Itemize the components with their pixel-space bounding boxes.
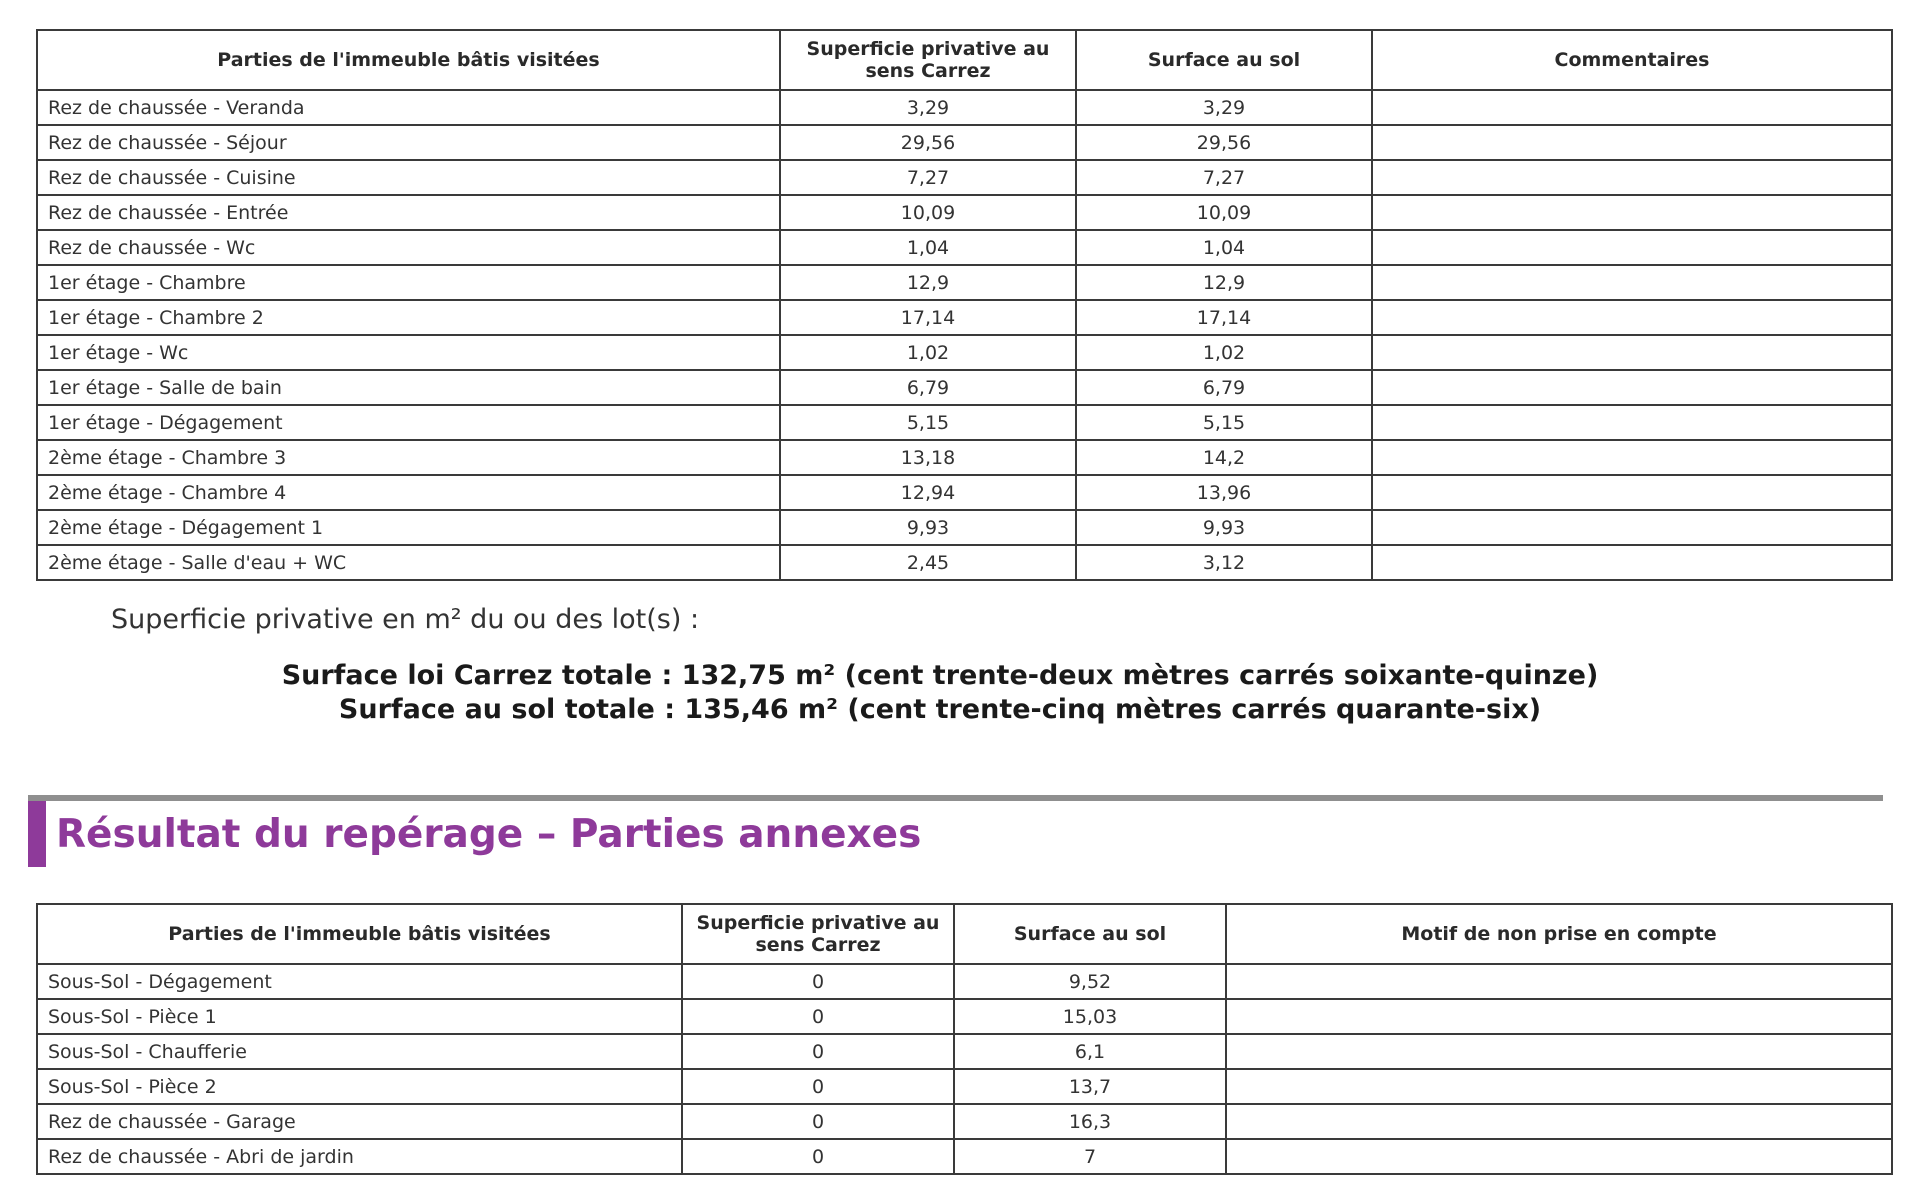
- header-motif: Motif de non prise en compte: [1226, 904, 1892, 964]
- cell-part: Rez de chaussée - Entrée: [37, 195, 780, 230]
- cell-sol: 17,14: [1076, 300, 1372, 335]
- header-part: Parties de l'immeuble bâtis visitées: [37, 904, 682, 964]
- cell-sol: 16,3: [954, 1104, 1226, 1139]
- total-carrez: Surface loi Carrez totale : 132,75 m² (cent trente-deux mètres carrés soixante-quinze): [281, 660, 1599, 691]
- cell-part: 1er étage - Wc: [37, 335, 780, 370]
- cell-comment: [1372, 405, 1892, 440]
- cell-sol: 6,79: [1076, 370, 1372, 405]
- cell-part: Rez de chaussée - Abri de jardin: [37, 1139, 682, 1174]
- main-surface-table: [36, 29, 1893, 581]
- total-sol: Surface au sol totale : 135,46 m² (cent trente-cinq mètres carrés quarante-six): [338, 694, 1542, 725]
- table-row: [37, 1104, 1892, 1139]
- cell-sol: 7: [954, 1139, 1226, 1174]
- header-carrez: Superficie privative au sens Carrez: [780, 30, 1076, 90]
- cell-carrez: 9,93: [780, 510, 1076, 545]
- cell-carrez: 12,9: [780, 265, 1076, 300]
- cell-sol: 10,09: [1076, 195, 1372, 230]
- header-sol: Surface au sol: [1076, 30, 1372, 90]
- cell-part: Sous-Sol - Dégagement: [37, 964, 682, 999]
- table-row: [37, 405, 1892, 440]
- cell-carrez: 0: [682, 999, 954, 1034]
- table-row: [37, 964, 1892, 999]
- cell-carrez: 6,79: [780, 370, 1076, 405]
- table-row: [37, 300, 1892, 335]
- cell-part: 1er étage - Chambre: [37, 265, 780, 300]
- table-row: [37, 230, 1892, 265]
- cell-motif: [1226, 999, 1892, 1034]
- cell-carrez: 0: [682, 1104, 954, 1139]
- cell-sol: 5,15: [1076, 405, 1372, 440]
- cell-sol: 13,96: [1076, 475, 1372, 510]
- table-row: [37, 475, 1892, 510]
- cell-sol: 15,03: [954, 999, 1226, 1034]
- cell-sol: 7,27: [1076, 160, 1372, 195]
- cell-comment: [1372, 90, 1892, 125]
- cell-carrez: 17,14: [780, 300, 1076, 335]
- cell-part: 1er étage - Chambre 2: [37, 300, 780, 335]
- cell-comment: [1372, 230, 1892, 265]
- table-row: [37, 1069, 1892, 1104]
- cell-comment: [1372, 300, 1892, 335]
- table-row: [37, 510, 1892, 545]
- table-row: [37, 370, 1892, 405]
- cell-sol: 9,52: [954, 964, 1226, 999]
- cell-part: Rez de chaussée - Garage: [37, 1104, 682, 1139]
- table-row: [37, 160, 1892, 195]
- table-header-row: [37, 30, 1892, 90]
- summary-intro: Superficie privative en m² du ou des lot(s) :: [111, 604, 700, 635]
- cell-comment: [1372, 265, 1892, 300]
- cell-carrez: 10,09: [780, 195, 1076, 230]
- cell-part: Sous-Sol - Pièce 2: [37, 1069, 682, 1104]
- table-row: [37, 195, 1892, 230]
- cell-sol: 1,04: [1076, 230, 1372, 265]
- cell-carrez: 3,29: [780, 90, 1076, 125]
- cell-part: 2ème étage - Dégagement 1: [37, 510, 780, 545]
- cell-part: Rez de chaussée - Veranda: [37, 90, 780, 125]
- cell-sol: 29,56: [1076, 125, 1372, 160]
- cell-comment: [1372, 370, 1892, 405]
- table-row: [37, 545, 1892, 580]
- table-row: [37, 335, 1892, 370]
- cell-part: Rez de chaussée - Cuisine: [37, 160, 780, 195]
- cell-carrez: 0: [682, 964, 954, 999]
- cell-comment: [1372, 440, 1892, 475]
- cell-sol: 6,1: [954, 1034, 1226, 1069]
- cell-part: 2ème étage - Salle d'eau + WC: [37, 545, 780, 580]
- cell-carrez: 1,04: [780, 230, 1076, 265]
- cell-motif: [1226, 1069, 1892, 1104]
- cell-carrez: 5,15: [780, 405, 1076, 440]
- cell-sol: 12,9: [1076, 265, 1372, 300]
- cell-comment: [1372, 160, 1892, 195]
- table-row: [37, 125, 1892, 160]
- section-title: Résultat du repérage – Parties annexes: [56, 812, 922, 857]
- cell-carrez: 2,45: [780, 545, 1076, 580]
- header-sol: Surface au sol: [954, 904, 1226, 964]
- section-divider: [28, 795, 1883, 801]
- cell-motif: [1226, 1139, 1892, 1174]
- cell-part: Rez de chaussée - Séjour: [37, 125, 780, 160]
- cell-part: 1er étage - Dégagement: [37, 405, 780, 440]
- cell-comment: [1372, 475, 1892, 510]
- cell-motif: [1226, 1034, 1892, 1069]
- cell-carrez: 29,56: [780, 125, 1076, 160]
- annex-surface-table: [36, 903, 1893, 1175]
- table-row: [37, 265, 1892, 300]
- cell-part: 1er étage - Salle de bain: [37, 370, 780, 405]
- cell-part: 2ème étage - Chambre 4: [37, 475, 780, 510]
- header-comment: Commentaires: [1372, 30, 1892, 90]
- table-row: [37, 90, 1892, 125]
- cell-carrez: 7,27: [780, 160, 1076, 195]
- header-part: Parties de l'immeuble bâtis visitées: [37, 30, 780, 90]
- cell-part: Sous-Sol - Chaufferie: [37, 1034, 682, 1069]
- cell-sol: 14,2: [1076, 440, 1372, 475]
- cell-carrez: 13,18: [780, 440, 1076, 475]
- cell-part: Sous-Sol - Pièce 1: [37, 999, 682, 1034]
- table-row: [37, 1139, 1892, 1174]
- cell-motif: [1226, 964, 1892, 999]
- cell-carrez: 12,94: [780, 475, 1076, 510]
- cell-sol: 3,29: [1076, 90, 1372, 125]
- table-row: [37, 999, 1892, 1034]
- table-header-row: [37, 904, 1892, 964]
- cell-motif: [1226, 1104, 1892, 1139]
- cell-comment: [1372, 195, 1892, 230]
- header-carrez: Superficie privative au sens Carrez: [682, 904, 954, 964]
- cell-carrez: 0: [682, 1034, 954, 1069]
- cell-carrez: 1,02: [780, 335, 1076, 370]
- cell-comment: [1372, 125, 1892, 160]
- cell-part: Rez de chaussée - Wc: [37, 230, 780, 265]
- cell-carrez: 0: [682, 1139, 954, 1174]
- cell-comment: [1372, 510, 1892, 545]
- section-accent-bar: [28, 801, 46, 867]
- cell-sol: 1,02: [1076, 335, 1372, 370]
- cell-sol: 9,93: [1076, 510, 1372, 545]
- cell-part: 2ème étage - Chambre 3: [37, 440, 780, 475]
- cell-sol: 13,7: [954, 1069, 1226, 1104]
- table-row: [37, 440, 1892, 475]
- cell-comment: [1372, 545, 1892, 580]
- cell-carrez: 0: [682, 1069, 954, 1104]
- table-row: [37, 1034, 1892, 1069]
- cell-comment: [1372, 335, 1892, 370]
- cell-sol: 3,12: [1076, 545, 1372, 580]
